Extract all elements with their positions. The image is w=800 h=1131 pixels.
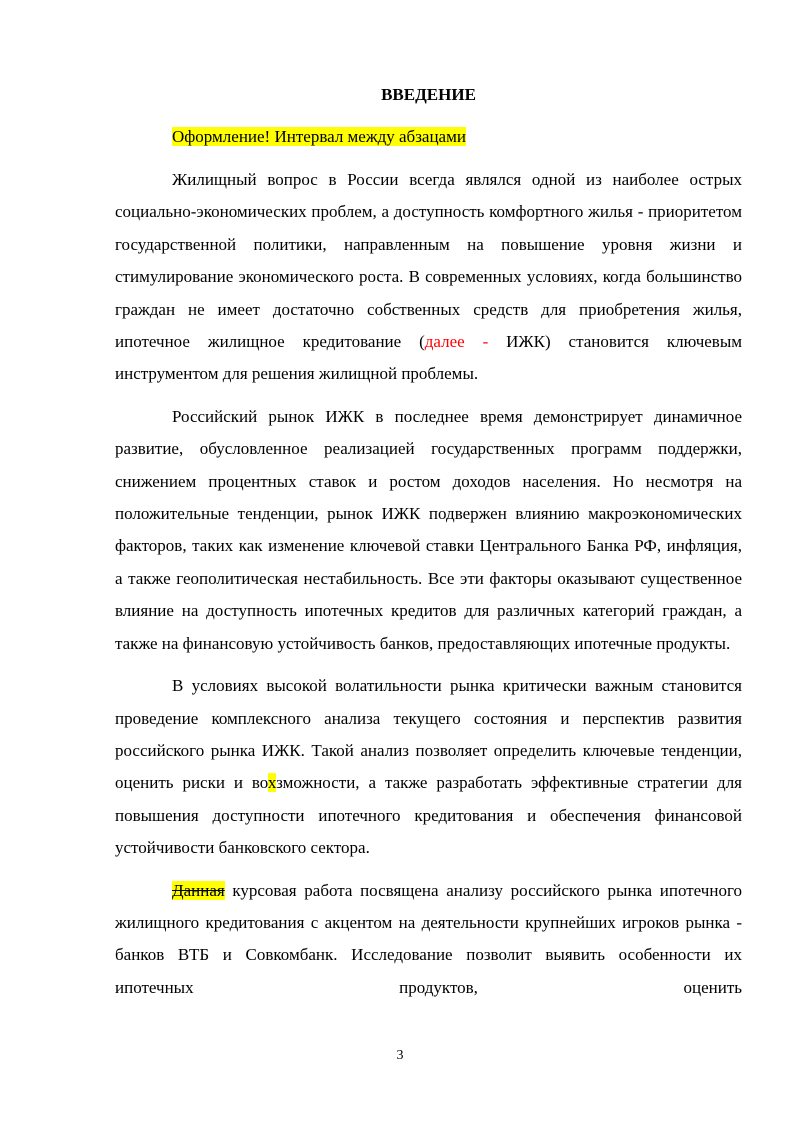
paragraph-3-text-b: зможности, а также разработать эффективные стратегии для повышения доступности ипотечного кредитования и обеспечения финансовой устойчивости банковского сектора. xyxy=(115,773,742,858)
paragraph-1-text-b: ИЖК) становится ключевым инструментом для решения жилищной проблемы. xyxy=(115,332,742,384)
red-text-dalee: далее - xyxy=(424,332,489,352)
paragraph-3-text-a: В условиях высокой волатильности рынка критически важным становится проведение комплексного анализа текущего состояния и перспектив развития российского рынка ИЖК. Такой анализ позволяет определить ключевые тенденции, оценить риски и во xyxy=(115,676,742,793)
highlighted-letter: х xyxy=(267,773,277,793)
paragraph-1-text-a: Жилищный вопрос в России всегда являлся одной из наиболее острых социально-экономических проблем, а доступность комфортного жилья - приоритетом государственной политики, направленным на повышение уровня жизни и стимулирование экономического роста. В современных условиях, когда большинство граждан не имеет достаточно собственных средств для приобретения жилья, ипотечное жилищное кредитование ( xyxy=(115,170,742,352)
paragraph-2-text: Российский рынок ИЖК в последнее время демонстрирует динамичное развитие, обусловленное реализацией государственных программ поддержки, снижением процентных ставок и ростом доходов населения. Но несмотря на положительные тенденции, рынок ИЖК подвержен влиянию макроэкономических факторов, таких как изменение ключевой ставки Центрального Банка РФ, инфляция, а также геополитическая нестабильность. Все эти факторы оказывают существенное влияние на доступность ипотечных кредитов для различных категорий граждан, а также на финансовую устойчивость банков, предоставляющих ипотечные продукты. xyxy=(115,406,742,653)
page-title: ВВЕДЕНИЕ xyxy=(381,85,476,104)
paragraph-4 xyxy=(115,875,742,1005)
paragraph-4-text: курсовая работа посвящена анализу российского рынка ипотечного жилищного кредитования с акцентом на деятельности крупнейших игроков рынка - банков ВТБ и Совкомбанк. Исследование позволит выявить особенности их ипотечных продуктов, оценить xyxy=(115,880,742,997)
paragraph-3 xyxy=(115,670,742,864)
formatting-note xyxy=(172,124,742,150)
paragraph-2 xyxy=(115,401,742,660)
struck-word: Данная xyxy=(172,880,225,900)
note-highlight: Оформление! Интервал между абзацами xyxy=(172,127,466,146)
page-number: 3 xyxy=(396,1048,404,1063)
paragraph-1 xyxy=(115,164,742,391)
